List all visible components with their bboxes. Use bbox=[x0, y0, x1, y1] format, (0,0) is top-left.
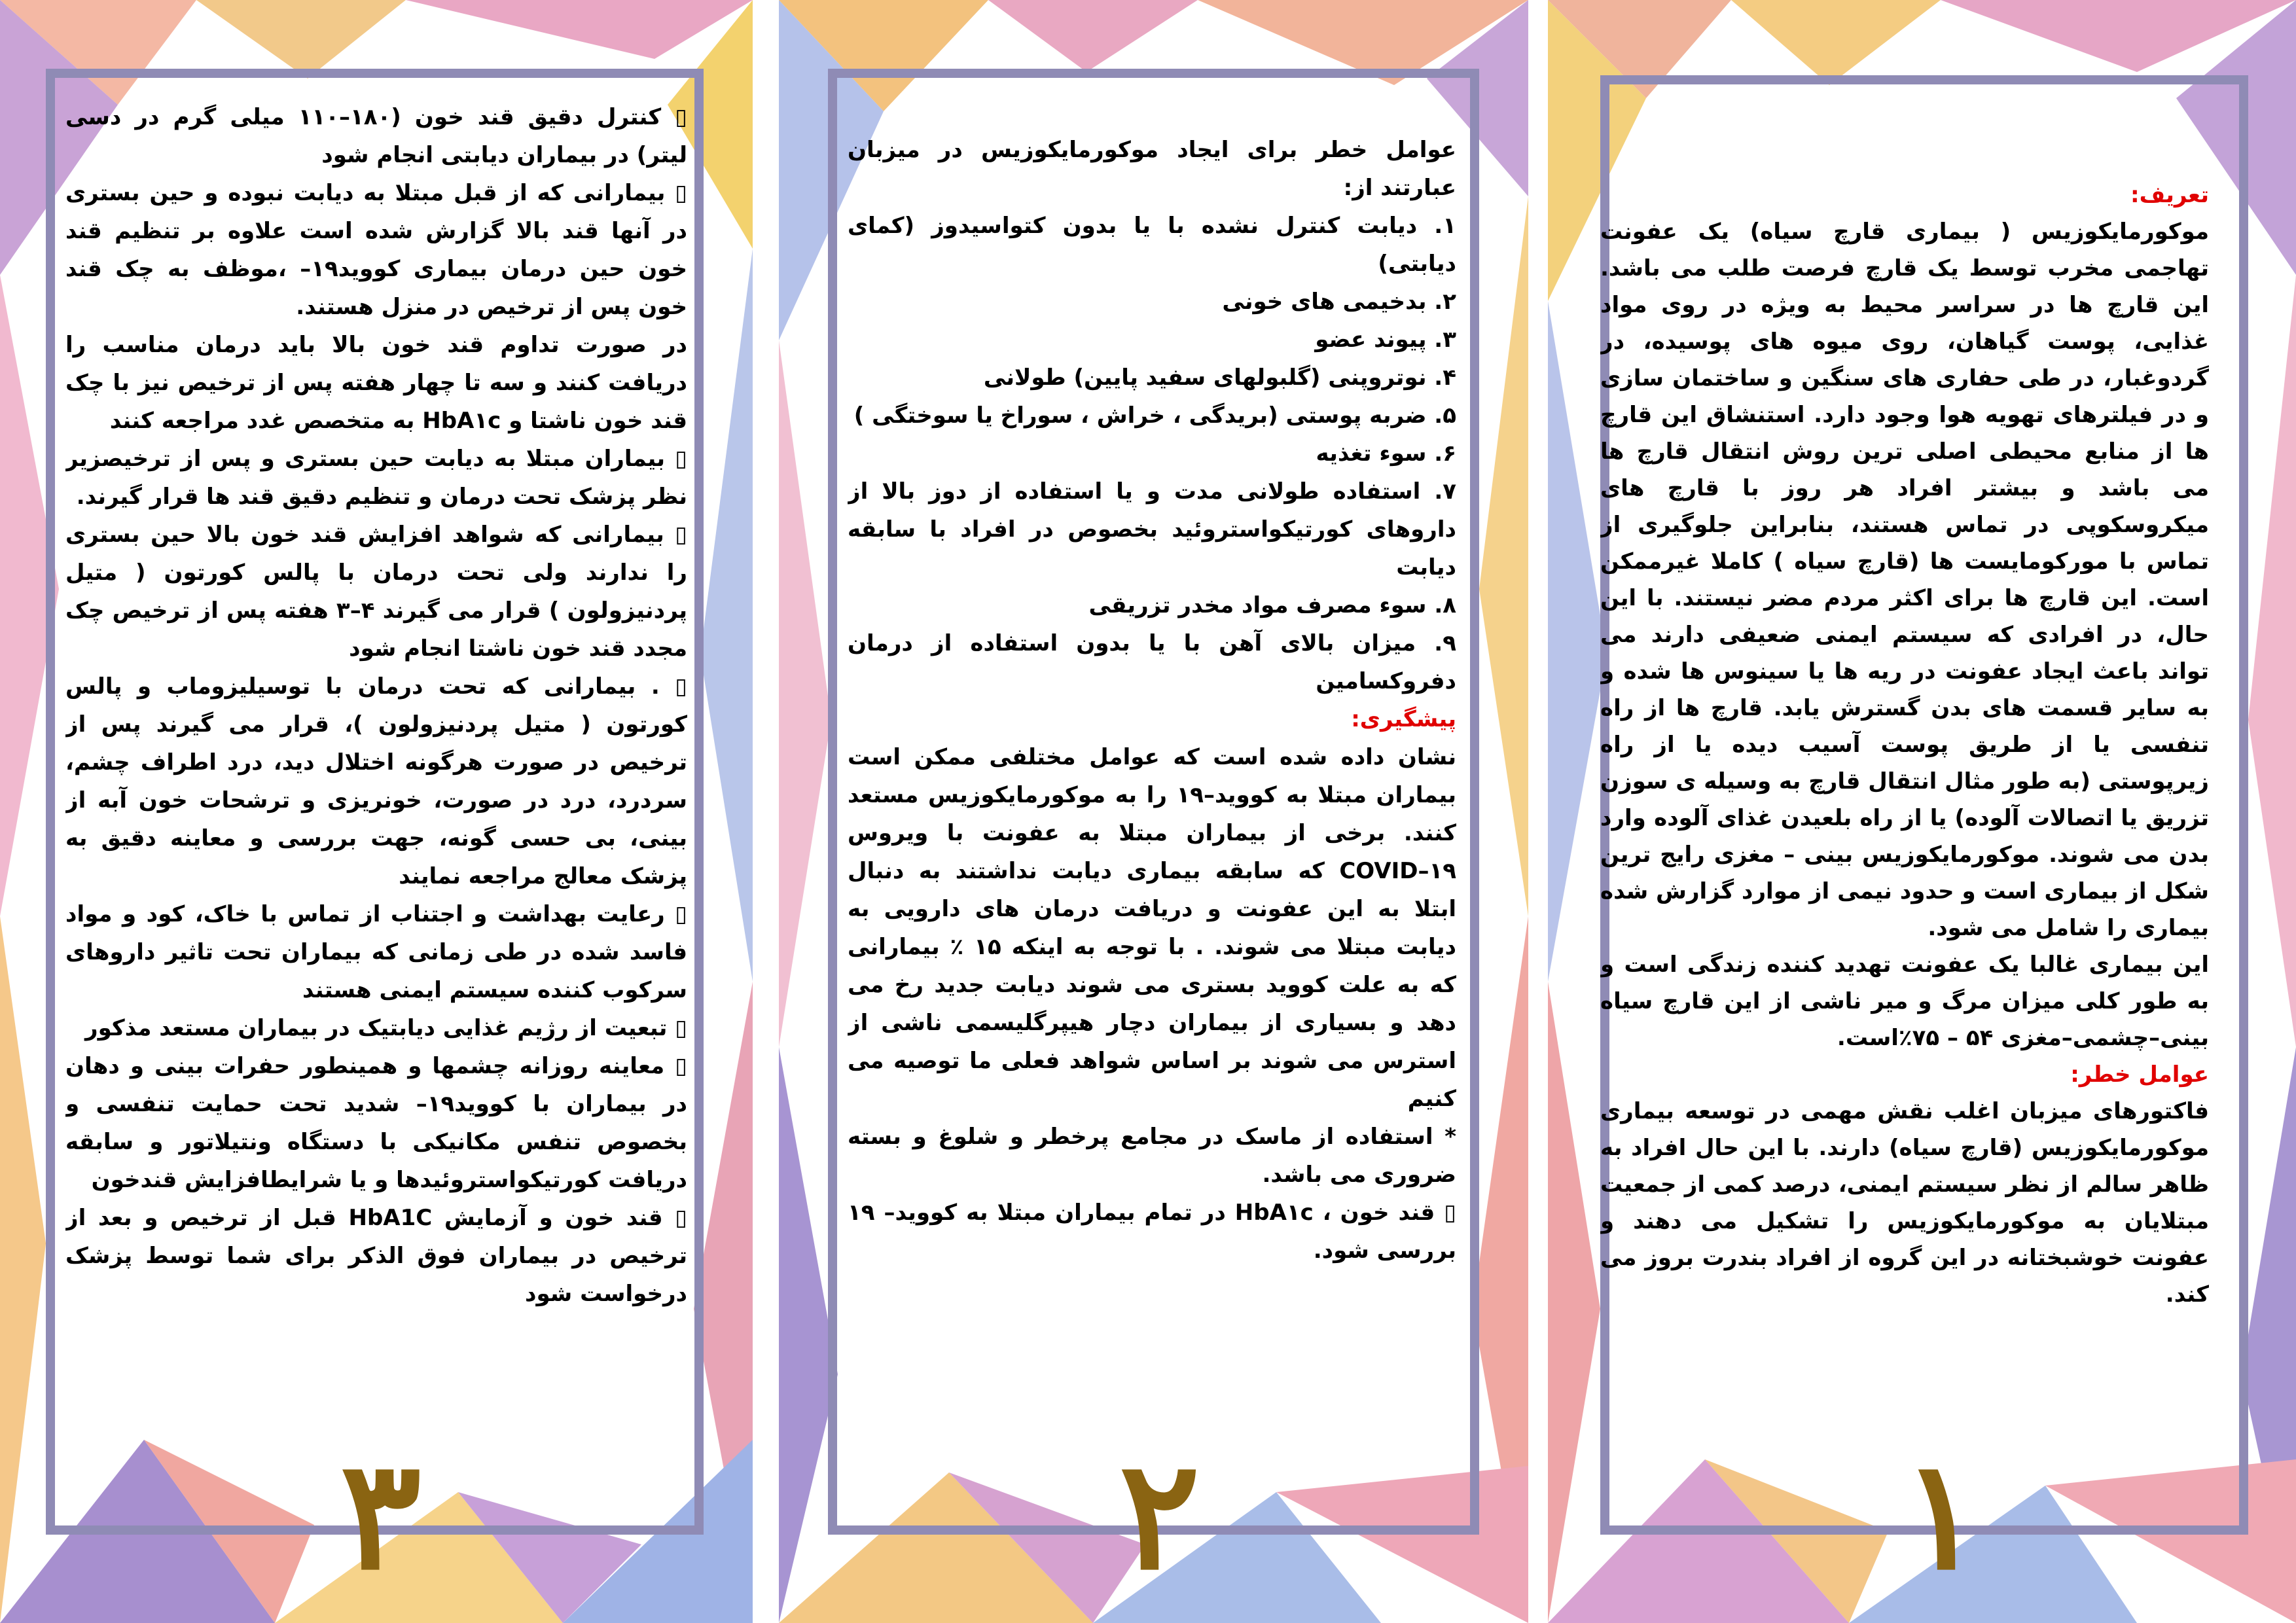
page-number: ۱ bbox=[1901, 1427, 1982, 1603]
risk-factor-item: ۹. میزان بالای آهن با یا بدون استفاده از درمان دفروکسامین bbox=[848, 630, 1456, 694]
page-number: ۳ bbox=[340, 1427, 422, 1603]
risk-factor-item: ۷. استفاده طولانی مدت و یا استفاده از دوز بالا از داروهای کورتیکواستروئید بخصوص در افراد با سابقه دیابت bbox=[848, 478, 1456, 580]
page-number: ۲ bbox=[1119, 1427, 1200, 1603]
left-item: ▯ بیماران مبتلا به دیابت حین بستری و پس از ترخیصزیر نظر پزشک تحت درمان و تنظیم دقیق قند ها قرار گیرند. bbox=[65, 446, 687, 510]
left-item: ▯ . بیمارانی که تحت درمان با توسیلیزوماب و پالس کورتون ( متیل پردنیزولون )، قرار می گیرند پس از ترخیص در صورت هرگونه اختلال دید، درد اطراف چشم، سردرد، درد در صورت، خونریزی و ترشحات خون آبه از بینی، بی حسی گونه، جهت بررسی و معاینه دقیق به پزشک معالج مراجعه نمایند bbox=[65, 673, 687, 889]
left-item: ▯ کنترل دقیق قند خون (۱۸۰–۱۱۰ میلی گرم در دسی لیتر) در بیماران دیابتی انجام شود bbox=[65, 104, 687, 168]
risk-factors-paragraph: فاکتورهای میزبان اغلب نقش مهمی در توسعه بیماری موکورمایکوزیس (قارچ سیاه) دارند. با این حال افراد به ظاهر سالم از نظر سیستم ایمنی، درصد کمی از جمعیت مبتلایان به موکورمایکوزیس را تشکیل می دهند و عفونت خوشبختانه در این گروه از افراد بندرت بروز می کند. bbox=[1600, 1098, 2209, 1308]
definition-paragraph: موکورمایکوزیس ( بیماری قارچ سیاه) یک عفونت تهاجمی مخرب توسط یک قارچ فرصت طلب می باشد. این قارچ ها در سراسر محیط به ویژه در روی مواد غذایی، پوست گیاهان، روی میوه های پوسیده، در گردوغبار، در طی حفاری های سنگین و ساختمان سازی و در فیلترهای تهویه هوا وجود دارد. استنشاق این قارچ ها از منابع محیطی اصلی ترین روش انتقال قارچ ها می باشد و بیشتر افراد هر روز با قارچ های میکروسکوپی در تماس هستند، بنابراین جلوگیری از تماس با مورکومایست ها (قارچ سیاه ) کاملا غیرممکن است. این قارچ ها برای اکثر مردم مضر نیستند. با این حال، در افرادی که سیستم ایمنی ضعیفی دارند می تواند باعث ایجاد عفونت در ریه ها یا سینوس ها شده و به سایر قسمت های بدن گسترش یابد. قارچ ها از راه تنفسی یا از طریق پوست آسیب دیده یا از راه زیرپوستی (به طور مثال انتقال قارچ به وسیله ی سوزن تزریق یا اتصالات آلوده) یا از راه بلعیدن غذای آلوده وارد بدن می شوند. موکورمایکوزیس بینی – مغزی رایج ترین شکل از بیماری است و حدود نیمی از موارد گزارش شده بیماری را شامل می شود. bbox=[1600, 219, 2209, 941]
mask-item: * استفاده از ماسک در مجامع پرخطر و شلوغ و بسته ضروری می باشد. bbox=[848, 1124, 1456, 1188]
hba1c-item: ▯ قند خون ، HbA۱c در تمام بیماران مبتلا به کووید– ۱۹ بررسی شود. bbox=[848, 1200, 1456, 1264]
definition-heading: تعریف: bbox=[2130, 182, 2209, 208]
panel-middle-text bbox=[848, 131, 1456, 1538]
left-item: ▯ تبعیت از رژیم غذایی دیابتیک در بیماران مستعد مذکور bbox=[85, 1015, 687, 1041]
risk-factor-item: ۸. سوء مصرف مواد مخدر تزریقی bbox=[1088, 592, 1456, 618]
prevention-heading: پیشگیری: bbox=[1351, 706, 1456, 732]
risk-factor-item: ۵. ضربه پوستی (بریدگی ، خراش ، سوراخ یا سوختگی ) bbox=[853, 402, 1456, 429]
panel-left-text bbox=[65, 98, 687, 1538]
left-item: ▯ بیمارانی که از قبل مبتلا به دیابت نبوده و حین بستری در آنها قند بالا گزارش شده است علاوه بر تنظیم قند خون حین درمان بیماری کووید۱۹– ،موظف به چک قند خون پس از ترخیص در منزل هستند. bbox=[65, 180, 687, 320]
risk-factor-item: ۴. نوتروپنی (گلبولهای سفید پایین) طولانی bbox=[983, 365, 1456, 391]
left-item: در صورت تداوم قند خون بالا باید درمان مناسب را دریافت کنند و سه تا چهار هفته پس از ترخیص نیز با چک قند خون ناشتا و HbA۱c به متخصص غدد مراجعه کنند bbox=[65, 332, 687, 434]
prevention-paragraph: نشان داده شده است که عوامل مختلفی ممکن است بیماران مبتلا به کووید–۱۹ را به موکورمایکوزیس مستعد کنند. برخی از بیماران مبتلا به عفونت با ویروس COVID–۱۹ که سابقه بیماری دیابت نداشتند به دنبال ابتلا به این عفونت و دریافت درمان های دارویی به دیابت مبتلا می شوند. . با توجه به اینکه ۱۵ ٪ بیمارانی که به علت کووید بستری می شوند دیابت جدید رخ می دهد و بسیاری از بیماران دچار هیپرگلیسمی ناشی از استرس می شوند بر اساس شواهد فعلی ما توصیه می کنیم bbox=[848, 744, 1456, 1112]
risk-factor-item: ۲. بدخیمی های خونی bbox=[1222, 289, 1456, 315]
definition-paragraph: این بیماری غالبا یک عفونت تهدید کننده زندگی است و به طور کلی میزان مرگ و میر ناشی از این قارچ سیاه بینی–چشمی–مغزی ۵۴ – ۷۵٪است. bbox=[1600, 952, 2209, 1051]
left-item: ▯ قند خون و آزمایش HbA1C قبل از ترخیص و بعد از ترخیص در بیماران فوق الذکر برای شما توسط پزشک درخواست شود bbox=[65, 1205, 687, 1307]
left-item: ▯ معاینه روزانه چشمها و همینطور حفرات بینی و دهان در بیماران با کووید۱۹– شدید تحت حمایت تنفسی و بخصوص تنفس مکانیکی با دستگاه ونتیلاتور و سابقه دریافت کورتیکواستروئیدها و یا شرایطافزایش قندخون bbox=[65, 1053, 687, 1193]
panel-right-text bbox=[1600, 177, 2209, 1486]
risk-factor-item: ۶. سوء تغذیه bbox=[1316, 440, 1456, 467]
risk-intro: عوامل خطر برای ایجاد موکورمایکوزیس در میزبان عبارتند از: bbox=[848, 137, 1456, 201]
panel-left bbox=[0, 0, 753, 1623]
risk-factor-item: ۱. دیابت کنترل نشده با یا بدون کتواسیدوز (کمای دیابتی) bbox=[848, 213, 1456, 277]
risk-factor-item: ۳. پیوند عضو bbox=[1315, 327, 1456, 353]
risk-factors-heading: عوامل خطر: bbox=[2070, 1061, 2209, 1088]
panel-right bbox=[1548, 0, 2296, 1623]
panel-middle bbox=[779, 0, 1528, 1623]
left-item: ▯ بیمارانی که شواهد افزایش قند خون بالا حین بستری را ندارند ولی تحت درمان با پالس کورتون ( متیل پردنیزولون ) قرار می گیرند ۴–۳ هفته پس از ترخیص چک مجدد قند خون ناشتا انجام شود bbox=[65, 522, 687, 662]
left-item: ▯ رعایت بهداشت و اجتناب از تماس با خاک، کود و مواد فاسد شده در طی زمانی که بیماران تحت تاثیر داروهای سرکوب کننده سیستم ایمنی هستند bbox=[65, 901, 687, 1003]
